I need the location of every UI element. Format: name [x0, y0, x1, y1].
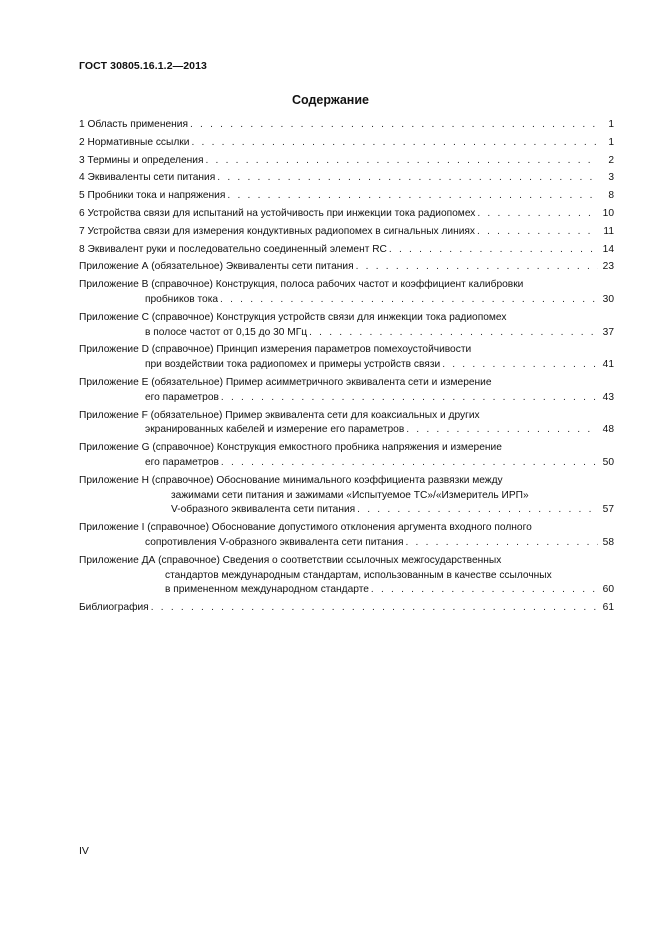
- toc-line: [79, 260, 614, 275]
- toc-entry-text: Приложение А (обязательное) Эквиваленты сети питания: [79, 261, 354, 273]
- toc-line: [79, 456, 614, 471]
- toc-line: [79, 536, 614, 551]
- toc-line: [79, 136, 614, 151]
- toc-entry[interactable]: [79, 441, 614, 471]
- toc-entry-text: его параметров: [145, 391, 219, 403]
- toc-entry[interactable]: [79, 376, 614, 406]
- toc-line: [79, 358, 614, 373]
- toc-line: [79, 118, 614, 133]
- toc-entry-text: Приложение Е (обязательное) Пример асимметричного эквивалента сети и измерение: [79, 376, 492, 388]
- toc-page-number: 37: [602, 326, 614, 338]
- toc-entry[interactable]: [79, 154, 614, 169]
- toc-entry[interactable]: [79, 278, 614, 308]
- toc-entry[interactable]: [79, 311, 614, 341]
- toc-entry-text: сопротивления V-образного эквивалента сети питания: [145, 536, 404, 548]
- toc-entry-text: 8 Эквивалент руки и последовательно соединенный элемент RC: [79, 243, 387, 255]
- toc-leader-dots: [309, 326, 598, 341]
- toc-leader-dots: [151, 601, 598, 616]
- toc-entry[interactable]: [79, 554, 614, 598]
- toc-line: [79, 423, 614, 438]
- toc-page-number: 50: [602, 456, 614, 468]
- toc-page-number: 23: [602, 261, 614, 273]
- toc-entry-text: 1 Область применения: [79, 119, 188, 130]
- toc-page-number: 48: [602, 424, 614, 436]
- toc-line: [79, 171, 614, 186]
- toc-page-number: 14: [602, 243, 614, 255]
- toc-line: [79, 503, 614, 518]
- toc-entry[interactable]: [79, 260, 614, 275]
- toc-entry[interactable]: [79, 207, 614, 222]
- toc-line: [79, 225, 614, 240]
- toc-leader-dots: [356, 260, 598, 275]
- toc-leader-dots: [217, 171, 598, 186]
- toc-entry[interactable]: [79, 171, 614, 186]
- toc-leader-dots: [221, 391, 598, 406]
- toc-entry[interactable]: [79, 343, 614, 373]
- toc-entry-text: 2 Нормативные ссылки: [79, 136, 190, 148]
- toc-line: [79, 207, 614, 222]
- toc-line: [79, 343, 614, 358]
- toc-line: [79, 326, 614, 341]
- toc-leader-dots: [406, 423, 598, 438]
- toc-line: [79, 243, 614, 258]
- toc-entry-text: 3 Термины и определения: [79, 154, 204, 166]
- toc-line: [79, 154, 614, 169]
- toc-page-number: 60: [602, 584, 614, 596]
- toc-page-number: 57: [602, 504, 614, 516]
- toc-line: [79, 376, 614, 391]
- toc-line: [79, 311, 614, 326]
- toc-line: [79, 189, 614, 204]
- toc-line: [79, 569, 614, 584]
- toc-leader-dots: [442, 358, 598, 373]
- toc-line: [79, 278, 614, 293]
- toc-page-number: 43: [602, 391, 614, 403]
- toc-line: [79, 293, 614, 308]
- toc-page-number: 1: [608, 119, 614, 130]
- toc-entry-text: при воздействии тока радиопомех и примеры устройств связи: [145, 359, 441, 371]
- toc-entry[interactable]: [79, 521, 614, 551]
- toc-entry[interactable]: [79, 243, 614, 258]
- toc-entry-text: экранированных кабелей и измерение его параметров: [145, 424, 405, 436]
- toc-line: [79, 391, 614, 406]
- toc-page-number: 30: [602, 293, 614, 305]
- toc-line: [79, 601, 614, 616]
- toc-entry-text: пробников тока: [145, 293, 219, 305]
- toc-leader-dots: [205, 154, 598, 169]
- toc-leader-dots: [227, 189, 598, 204]
- toc-leader-dots: [371, 583, 598, 598]
- toc-entry-text: 4 Эквиваленты сети питания: [79, 172, 216, 184]
- toc-page-number: 1: [608, 136, 614, 148]
- table-of-contents: [79, 118, 614, 619]
- toc-entry-text: в примененном международном стандарте: [165, 584, 369, 596]
- toc-leader-dots: [191, 136, 598, 151]
- page-title: Содержание: [291, 93, 369, 107]
- toc-entry-text: зажимами сети питания и зажимами «Испытуемое ТС»/«Измеритель ИРП»: [171, 489, 529, 501]
- toc-line: [79, 474, 614, 489]
- document-header: ГОСТ 30805.16.1.2—2013: [79, 60, 207, 72]
- toc-entry-text: стандартов международным стандартам, использованным в качестве ссылочных: [165, 569, 552, 581]
- toc-entry-text: Приложение I (справочное) Обоснование допустимого отклонения аргумента входного полного: [79, 522, 532, 534]
- toc-leader-dots: [357, 503, 598, 518]
- toc-entry-text: Приложение Н (справочное) Обоснование минимального коэффициента развязки между: [79, 474, 503, 486]
- toc-entry-text: 7 Устройства связи для измерения кондуктивных радиопомех в сигнальных линиях: [79, 225, 476, 237]
- toc-leader-dots: [221, 456, 598, 471]
- toc-entry-text: 6 Устройства связи для испытаний на устойчивость при инжекции тока радиопомех: [79, 207, 476, 219]
- toc-line: [79, 409, 614, 424]
- toc-entry-text: V-образного эквивалента сети питания: [171, 504, 356, 516]
- toc-leader-dots: [477, 225, 598, 240]
- toc-page-number: 41: [602, 359, 614, 371]
- toc-page-number: 10: [602, 207, 614, 219]
- toc-line: [79, 521, 614, 536]
- toc-leader-dots: [389, 243, 598, 258]
- toc-entry-text: Приложение G (справочное) Конструкция емкостного пробника напряжения и измерение: [79, 442, 502, 454]
- toc-entry[interactable]: [79, 474, 614, 518]
- toc-page-number: 3: [608, 172, 614, 184]
- toc-entry[interactable]: [79, 409, 614, 439]
- toc-leader-dots: [190, 118, 598, 133]
- toc-leader-dots: [405, 536, 598, 551]
- page-number: IV: [79, 845, 89, 857]
- toc-entry[interactable]: [79, 118, 614, 133]
- toc-entry-text: Приложение ДА (справочное) Сведения о соответствии ссылочных межгосударственных: [79, 554, 502, 566]
- toc-leader-dots: [220, 293, 598, 308]
- toc-line: [79, 554, 614, 569]
- toc-line: [79, 489, 614, 504]
- toc-entry-text: Приложение В (справочное) Конструкция, полоса рабочих частот и коэффициент калибровки: [79, 279, 524, 291]
- toc-entry[interactable]: [79, 601, 614, 616]
- toc-page-number: 61: [602, 602, 614, 614]
- toc-page-number: 11: [603, 225, 614, 237]
- toc-entry-text: его параметров: [145, 456, 219, 468]
- toc-entry-text: в полосе частот от 0,15 до 30 МГц: [145, 326, 308, 338]
- toc-page-number: 8: [608, 190, 614, 202]
- toc-page-number: 2: [608, 154, 614, 166]
- toc-line: [79, 441, 614, 456]
- toc-entry-text: Приложение D (справочное) Принцип измерения параметров помехоустойчивости: [79, 344, 472, 356]
- toc-leader-dots: [477, 207, 598, 222]
- toc-line: [79, 583, 614, 598]
- toc-entry-text: Библиография: [79, 602, 149, 614]
- toc-entry[interactable]: [79, 136, 614, 151]
- toc-entry-text: Приложение F (обязательное) Пример эквивалента сети для коаксиальных и других: [79, 409, 480, 421]
- toc-entry-text: Приложение С (справочное) Конструкция устройств связи для инжекции тока радиопомех: [79, 311, 507, 323]
- toc-entry[interactable]: [79, 189, 614, 204]
- toc-page-number: 58: [602, 536, 614, 548]
- toc-entry[interactable]: [79, 225, 614, 240]
- toc-entry-text: 5 Пробники тока и напряжения: [79, 190, 226, 202]
